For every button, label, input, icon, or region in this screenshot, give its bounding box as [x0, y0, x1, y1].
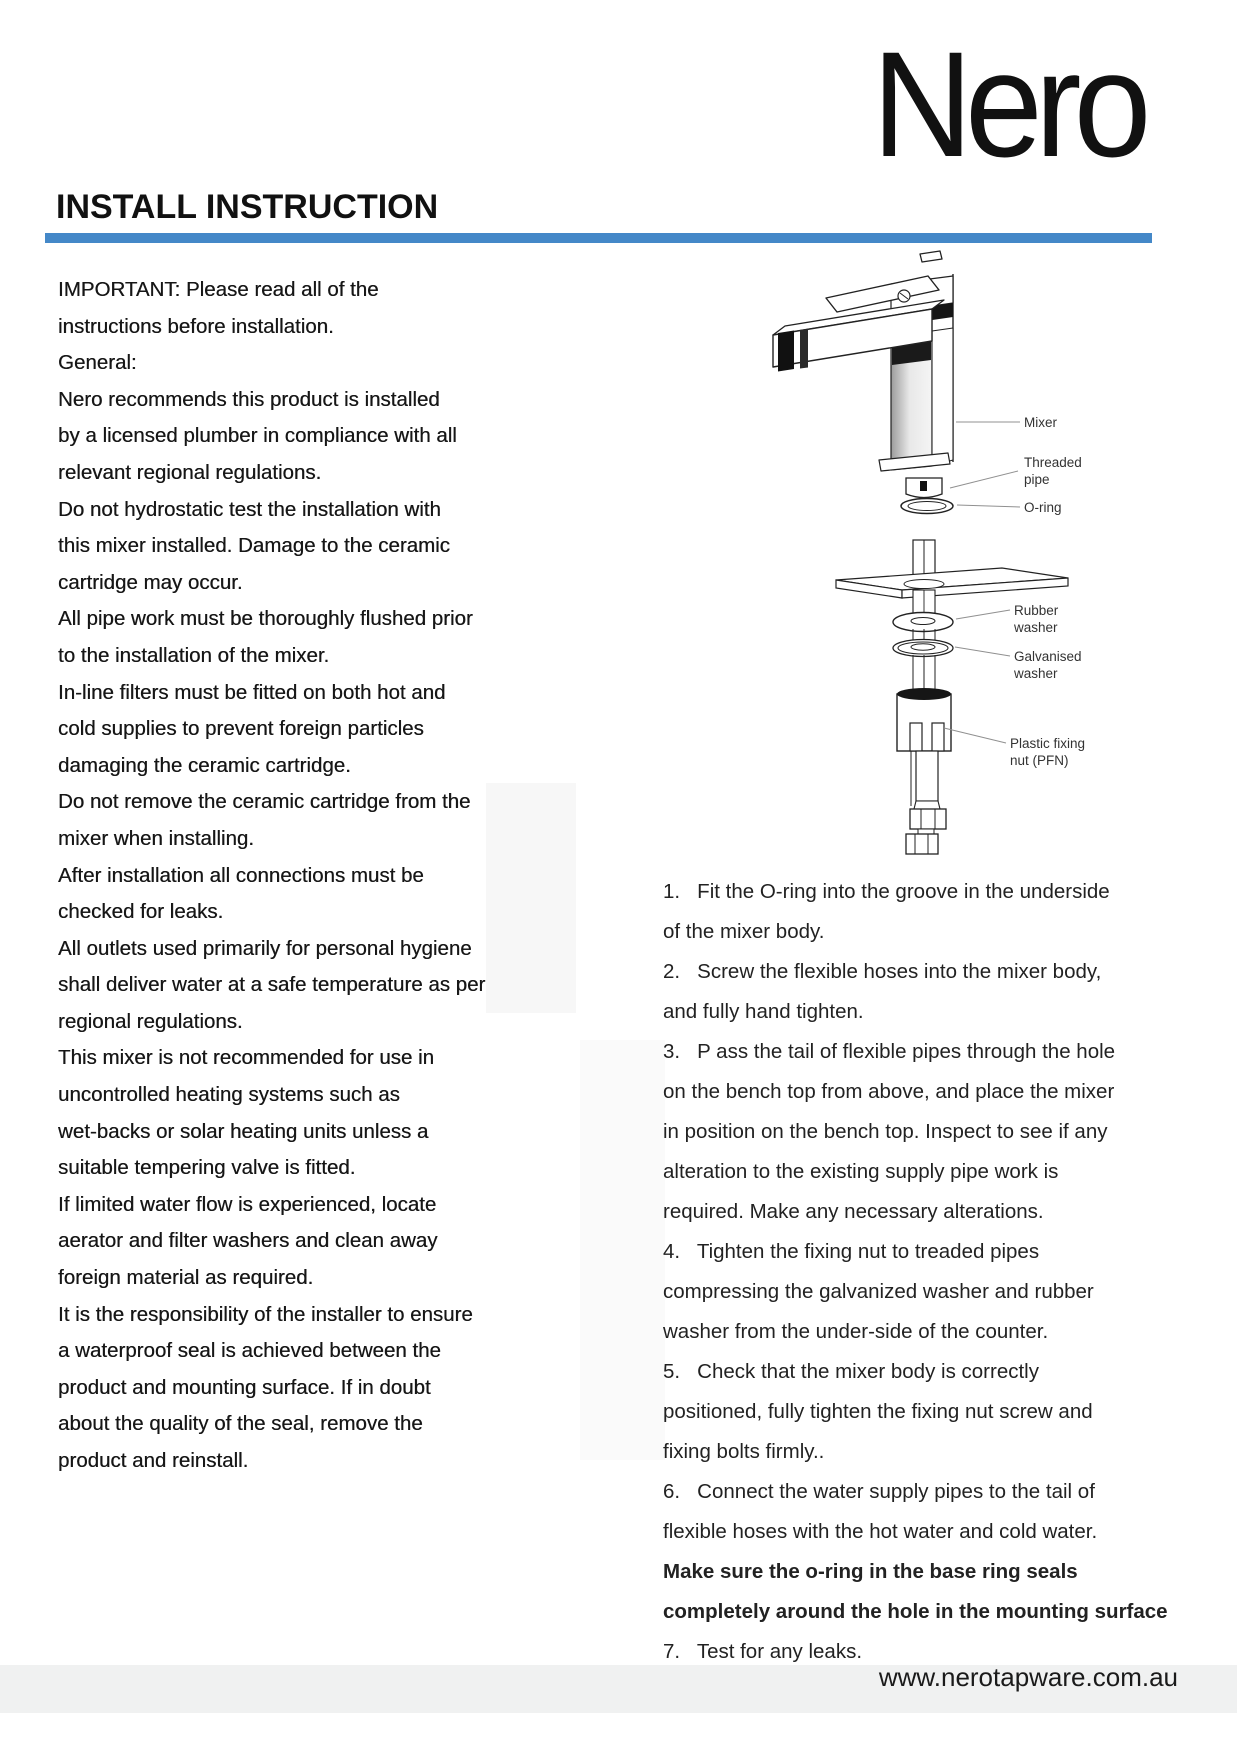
text-line: required. Make any necessary alterations. [663, 1200, 1044, 1223]
text-line: uncontrolled heating systems such as [58, 1083, 400, 1107]
text-line: suitable tempering valve is fitted. [58, 1156, 356, 1180]
text-line: about the quality of the seal, remove the [58, 1412, 423, 1436]
text-line: After installation all connections must be [58, 863, 424, 887]
text-line: 7. Test for any leaks. [663, 1640, 863, 1663]
text-line: damaging the ceramic cartridge. [58, 753, 351, 777]
text-line: relevant regional regulations. [58, 460, 322, 484]
text-line: foreign material as required. [58, 1266, 314, 1290]
text-line: All outlets used primarily for personal hygiene [58, 936, 472, 960]
text-line: 1. Fit the O-ring into the groove in the underside [663, 880, 1110, 903]
label-galvanised-washer-line2: washer [1014, 666, 1058, 681]
text-line: to the installation of the mixer. [58, 643, 330, 667]
label-threaded-pipe-line1: Threaded [1024, 455, 1082, 470]
text-line: regional regulations. [58, 1009, 243, 1033]
text-line: General: [58, 351, 137, 375]
text-line: alteration to the existing supply pipe work is [663, 1160, 1059, 1183]
label-threaded-pipe-line2: pipe [1024, 472, 1050, 487]
text-line: It is the responsibility of the installer to ensure [58, 1302, 473, 1326]
footer-url: www.nerotapware.com.au [878, 1662, 1178, 1692]
label-rubber-washer-line1: Rubber [1014, 603, 1059, 618]
text-line: fixing bolts firmly.. [663, 1440, 825, 1463]
text-line: product and reinstall. [58, 1449, 249, 1472]
text-line: mixer when installing. [58, 826, 254, 850]
label-plastic-fixing-nut-line1: Plastic fixing [1010, 736, 1086, 751]
text-line: Make sure the o-ring in the base ring seals [663, 1560, 1078, 1583]
text-line: aerator and filter washers and clean away [58, 1229, 438, 1253]
label-galvanised-washer-line1: Galvanised [1014, 649, 1082, 664]
text-line: this mixer installed. Damage to the ceramic [58, 534, 450, 558]
text-line: cartridge may occur. [58, 570, 243, 594]
pipe-segment [913, 655, 935, 690]
text-line: on the bench top from above, and place the mixer [663, 1080, 1115, 1103]
text-line: positioned, fully tighten the fixing nut screw and [663, 1400, 1093, 1423]
text-line: by a licensed plumber in compliance with all [58, 424, 457, 448]
rubber-washer-drawing [893, 613, 953, 632]
label-plastic-fixing-nut-line2: nut (PFN) [1010, 753, 1069, 768]
plastic-fixing-nut-drawing [897, 688, 951, 751]
exploded-mixer-diagram [610, 238, 1130, 868]
text-line: wet-backs or solar heating units unless a [58, 1119, 429, 1143]
text-line: 3. P ass the tail of flexible pipes through the hole [663, 1040, 1116, 1063]
general-instructions-text [58, 272, 578, 1480]
page-title: INSTALL INSTRUCTION [56, 188, 439, 226]
text-line: 6. Connect the water supply pipes to the tail of [663, 1480, 1095, 1503]
flexible-hose-drawing [906, 751, 946, 854]
text-line: a waterproof seal is achieved between the [58, 1339, 441, 1363]
text-line: Do not remove the ceramic cartridge from the [58, 790, 471, 814]
label-o-ring: O-ring [1024, 500, 1062, 515]
label-mixer: Mixer [1024, 415, 1057, 430]
text-line: 2. Screw the flexible hoses into the mixer body, [663, 960, 1102, 983]
text-line: flexible hoses with the hot water and cold water. [663, 1520, 1098, 1543]
scan-shadow-artifact [580, 1040, 665, 1460]
text-line: Do not hydrostatic test the installation with [58, 497, 441, 521]
text-line: If limited water flow is experienced, locate [58, 1192, 437, 1216]
text-line: in position on the bench top. Inspect to see if any [663, 1120, 1108, 1143]
text-line: shall deliver water at a safe temperature as per [58, 973, 486, 997]
threaded-pipe-drawing [906, 478, 942, 498]
text-line: Nero recommends this product is installed [58, 387, 440, 411]
nero-logo: Nero [872, 20, 1144, 188]
text-line: and fully hand tighten. [663, 1000, 864, 1023]
text-line: instructions before installation. [58, 314, 334, 338]
text-line: cold supplies to prevent foreign particles [58, 717, 424, 741]
text-line: of the mixer body. [663, 920, 825, 943]
text-line: All pipe work must be thoroughly flushed prior [58, 607, 473, 631]
text-line: product and mounting surface. If in doubt [58, 1375, 431, 1399]
text-line: completely around the hole in the mounting surface [663, 1600, 1168, 1623]
text-line: 4. Tighten the fixing nut to treaded pipes [663, 1240, 1040, 1263]
text-line: checked for leaks. [58, 900, 224, 924]
text-line: IMPORTANT: Please read all of the [58, 278, 379, 301]
mixer-body-drawing [773, 251, 953, 471]
galvanised-washer-drawing [893, 640, 953, 657]
text-line: compressing the galvanized washer and rubber [663, 1280, 1094, 1303]
text-line: In-line filters must be fitted on both hot and [58, 680, 446, 704]
label-rubber-washer-line2: washer [1014, 620, 1058, 635]
text-line: 5. Check that the mixer body is correctly [663, 1360, 1039, 1383]
o-ring-drawing [901, 499, 953, 514]
installation-steps-text [663, 872, 1203, 1672]
text-line: washer from the under-side of the counter. [663, 1320, 1049, 1343]
text-line: This mixer is not recommended for use in [58, 1046, 434, 1070]
